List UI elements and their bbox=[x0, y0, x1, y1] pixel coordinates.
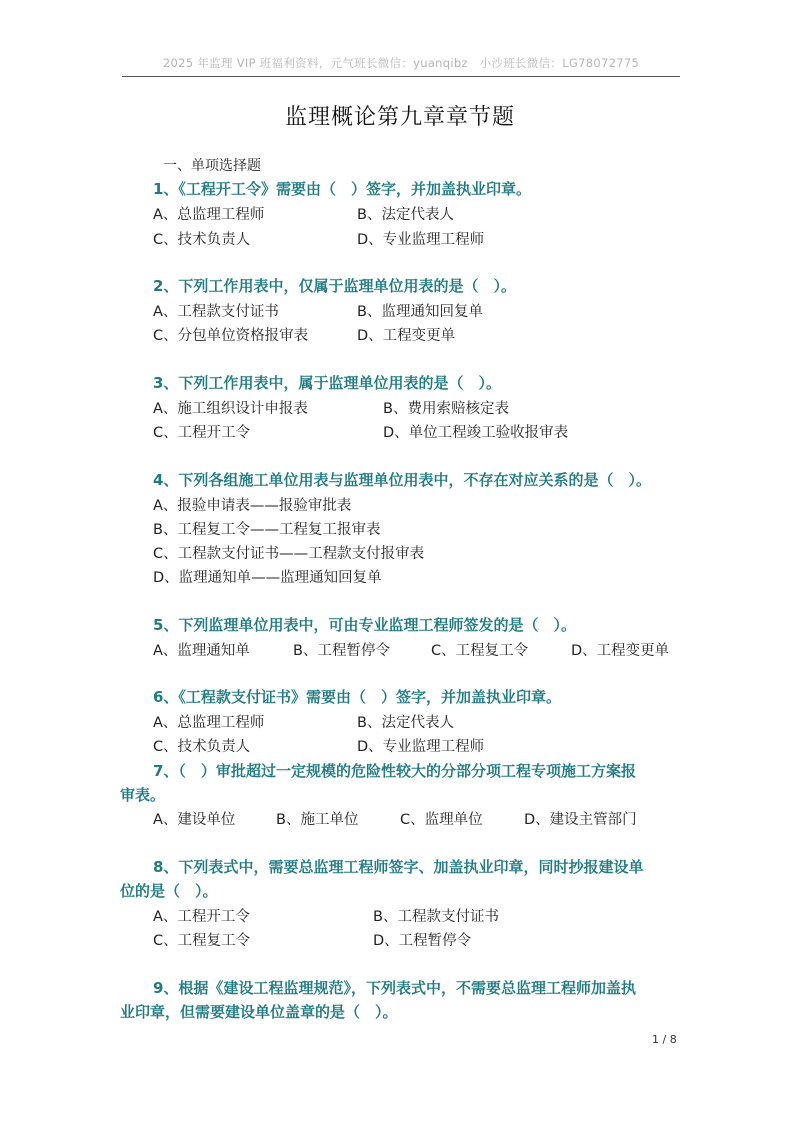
q3-option-b: B、费用索赔核定表 bbox=[383, 401, 509, 417]
q8-option-d: D、工程暂停令 bbox=[373, 933, 472, 949]
question-7: 7、（ ）审批超过一定规模的危险性较大的分部分项工程专项施工方案报 bbox=[153, 762, 636, 780]
question-1: 1、《工程开工令》需要由（ ）签字，并加盖执业印章。 bbox=[153, 180, 531, 198]
question-8-continued: 位的是（ ）。 bbox=[120, 882, 218, 900]
q2-option-d: D、工程变更单 bbox=[357, 328, 456, 344]
q7-option-d: D、建设主管部门 bbox=[524, 812, 637, 828]
question-9-continued: 业印章，但需要建设单位盖章的是（ ）。 bbox=[120, 1003, 398, 1021]
q5-option-c: C、工程复工令 bbox=[431, 643, 529, 659]
question-7-continued: 审表。 bbox=[120, 786, 166, 804]
q1-option-b: B、法定代表人 bbox=[357, 207, 454, 223]
q5-option-a: A、监理通知单 bbox=[153, 643, 250, 659]
header-divider bbox=[122, 76, 680, 77]
q3-option-c: C、工程开工令 bbox=[153, 425, 251, 441]
q6-option-d: D、专业监理工程师 bbox=[357, 739, 485, 755]
q8-option-a: A、工程开工令 bbox=[153, 909, 250, 925]
q6-option-b: B、法定代表人 bbox=[357, 715, 454, 731]
q2-option-c: C、分包单位资格报审表 bbox=[153, 328, 309, 344]
q7-option-c: C、监理单位 bbox=[400, 812, 483, 828]
page-header: 2025 年监理 VIP 班福利资料，元气班长微信：yuanqibz 小沙班长微信：LG78072775 bbox=[162, 56, 640, 70]
q4-option-b: B、工程复工令——工程复工报审表 bbox=[153, 522, 381, 538]
q7-option-b: B、施工单位 bbox=[276, 812, 359, 828]
q6-option-c: C、技术负责人 bbox=[153, 739, 251, 755]
q7-option-a: A、建设单位 bbox=[153, 812, 236, 828]
q4-option-d: D、监理通知单——监理通知回复单 bbox=[153, 570, 382, 586]
q1-option-d: D、专业监理工程师 bbox=[357, 232, 485, 248]
q8-option-b: B、工程款支付证书 bbox=[373, 909, 499, 925]
question-3: 3、下列工作用表中，属于监理单位用表的是（ ）。 bbox=[153, 374, 501, 392]
q4-option-a: A、报验申请表——报验审批表 bbox=[153, 498, 352, 514]
q5-option-d: D、工程变更单 bbox=[571, 643, 670, 659]
question-4: 4、下列各组施工单位用表与监理单位用表中，不存在对应关系的是（ ）。 bbox=[153, 471, 651, 489]
question-8: 8、下列表式中，需要总监理工程师签字、加盖执业印章，同时抄报建设单 bbox=[153, 858, 644, 876]
q2-option-b: B、监理通知回复单 bbox=[357, 304, 483, 320]
question-9: 9、根据《建设工程监理规范》，下列表式中，不需要总监理工程师加盖执 bbox=[153, 979, 636, 997]
q1-option-c: C、技术负责人 bbox=[153, 232, 251, 248]
q2-option-a: A、工程款支付证书 bbox=[153, 304, 279, 320]
page-number: 1 / 8 bbox=[652, 1033, 677, 1046]
q3-option-a: A、施工组织设计申报表 bbox=[153, 401, 308, 417]
question-6: 6、《工程款支付证书》需要由（ ）签字，并加盖执业印章。 bbox=[153, 688, 561, 706]
q4-option-c: C、工程款支付证书——工程款支付报审表 bbox=[153, 546, 425, 562]
section-heading: 一、单项选择题 bbox=[163, 158, 261, 174]
q8-option-c: C、工程复工令 bbox=[153, 933, 251, 949]
q5-option-b: B、工程暂停令 bbox=[293, 643, 390, 659]
question-2: 2、下列工作用表中，仅属于监理单位用表的是（ ）。 bbox=[153, 277, 516, 295]
document-title: 监理概论第九章章节题 bbox=[284, 105, 515, 130]
q3-option-d: D、单位工程竣工验收报审表 bbox=[383, 425, 569, 441]
q1-option-a: A、总监理工程师 bbox=[153, 207, 265, 223]
q6-option-a: A、总监理工程师 bbox=[153, 715, 265, 731]
question-5: 5、下列监理单位用表中，可由专业监理工程师签发的是（ ）。 bbox=[153, 616, 576, 634]
